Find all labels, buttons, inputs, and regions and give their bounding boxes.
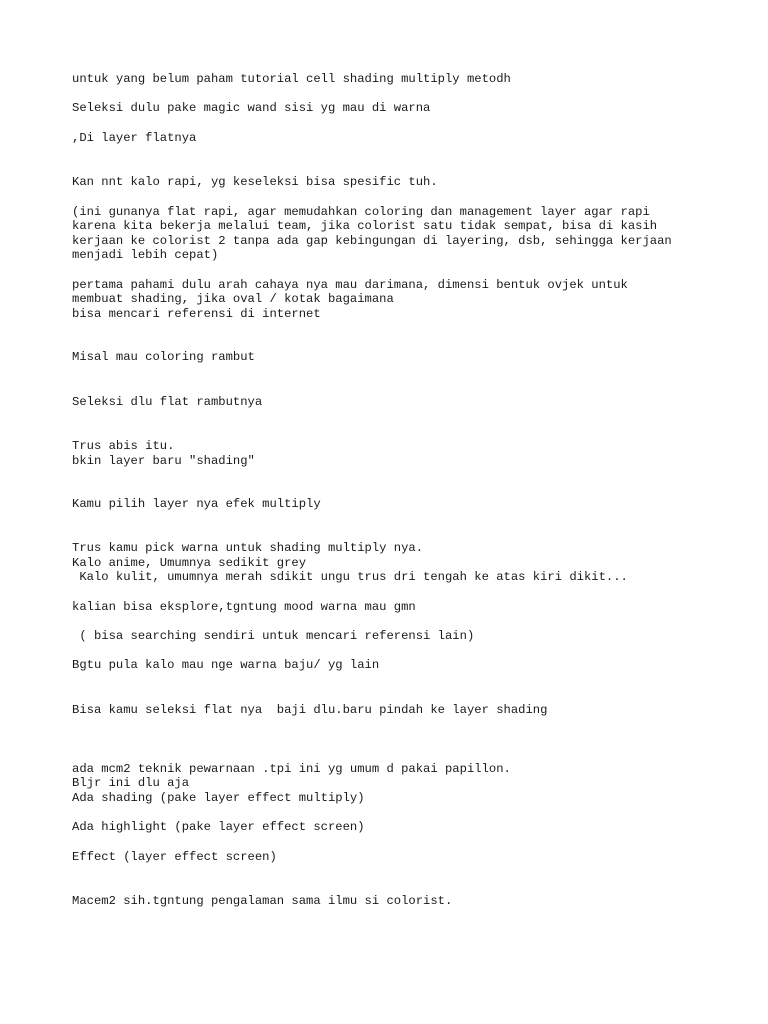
text-line: Misal mau coloring rambut: [72, 350, 255, 364]
text-line: ,Di layer flatnya: [72, 131, 197, 145]
text-line: Kan nnt kalo rapi, yg keseleksi bisa spesific tuh.: [72, 175, 438, 189]
text-line: untuk yang belum paham tutorial cell shading multiply metodh: [72, 72, 511, 86]
text-line: bisa mencari referensi di internet: [72, 307, 321, 321]
text-line: Ada highlight (pake layer effect screen): [72, 820, 365, 834]
text-line: (ini gunanya flat rapi, agar memudahkan coloring dan management layer agar rapi: [72, 205, 650, 219]
text-line: Trus abis itu.: [72, 439, 175, 453]
text-line: Trus kamu pick warna untuk shading multiply nya.: [72, 541, 424, 555]
text-line: membuat shading, jika oval / kotak bagaimana: [72, 292, 394, 306]
text-line: Kalo kulit, umumnya merah sdikit ungu trus dri tengah ke atas kiri dikit...: [72, 570, 628, 584]
text-line: Macem2 sih.tgntung pengalaman sama ilmu si colorist.: [72, 894, 453, 908]
text-line: Bljr ini dlu aja: [72, 776, 190, 790]
text-line: ada mcm2 teknik pewarnaan .tpi ini yg umum d pakai papillon.: [72, 762, 511, 776]
text-line: Ada shading (pake layer effect multiply): [72, 791, 365, 805]
text-line: Seleksi dlu flat rambutnya: [72, 395, 263, 409]
text-line: bkin layer baru "shading": [72, 454, 255, 468]
text-line: Kalo anime, Umumnya sedikit grey: [72, 556, 307, 570]
text-line: Effect (layer effect screen): [72, 850, 277, 864]
text-line: kalian bisa eksplore,tgntung mood warna mau gmn: [72, 600, 416, 614]
text-line: Seleksi dulu pake magic wand sisi yg mau di warna: [72, 101, 431, 115]
text-line: Kamu pilih layer nya efek multiply: [72, 497, 321, 511]
text-line: Bisa kamu seleksi flat nya baji dlu.baru pindah ke layer shading: [72, 703, 548, 717]
text-line: ( bisa searching sendiri untuk mencari referensi lain): [72, 629, 475, 643]
text-line: pertama pahami dulu arah cahaya nya mau darimana, dimensi bentuk ovjek untuk: [72, 278, 628, 292]
text-line: menjadi lebih cepat): [72, 248, 219, 262]
text-line: Bgtu pula kalo mau nge warna baju/ yg lain: [72, 658, 380, 672]
text-line: karena kita bekerja melalui team, jika colorist satu tidak sempat, bisa di kasih: [72, 219, 658, 233]
text-line: kerjaan ke colorist 2 tanpa ada gap kebingungan di layering, dsb, sehingga kerjaan: [72, 234, 672, 248]
